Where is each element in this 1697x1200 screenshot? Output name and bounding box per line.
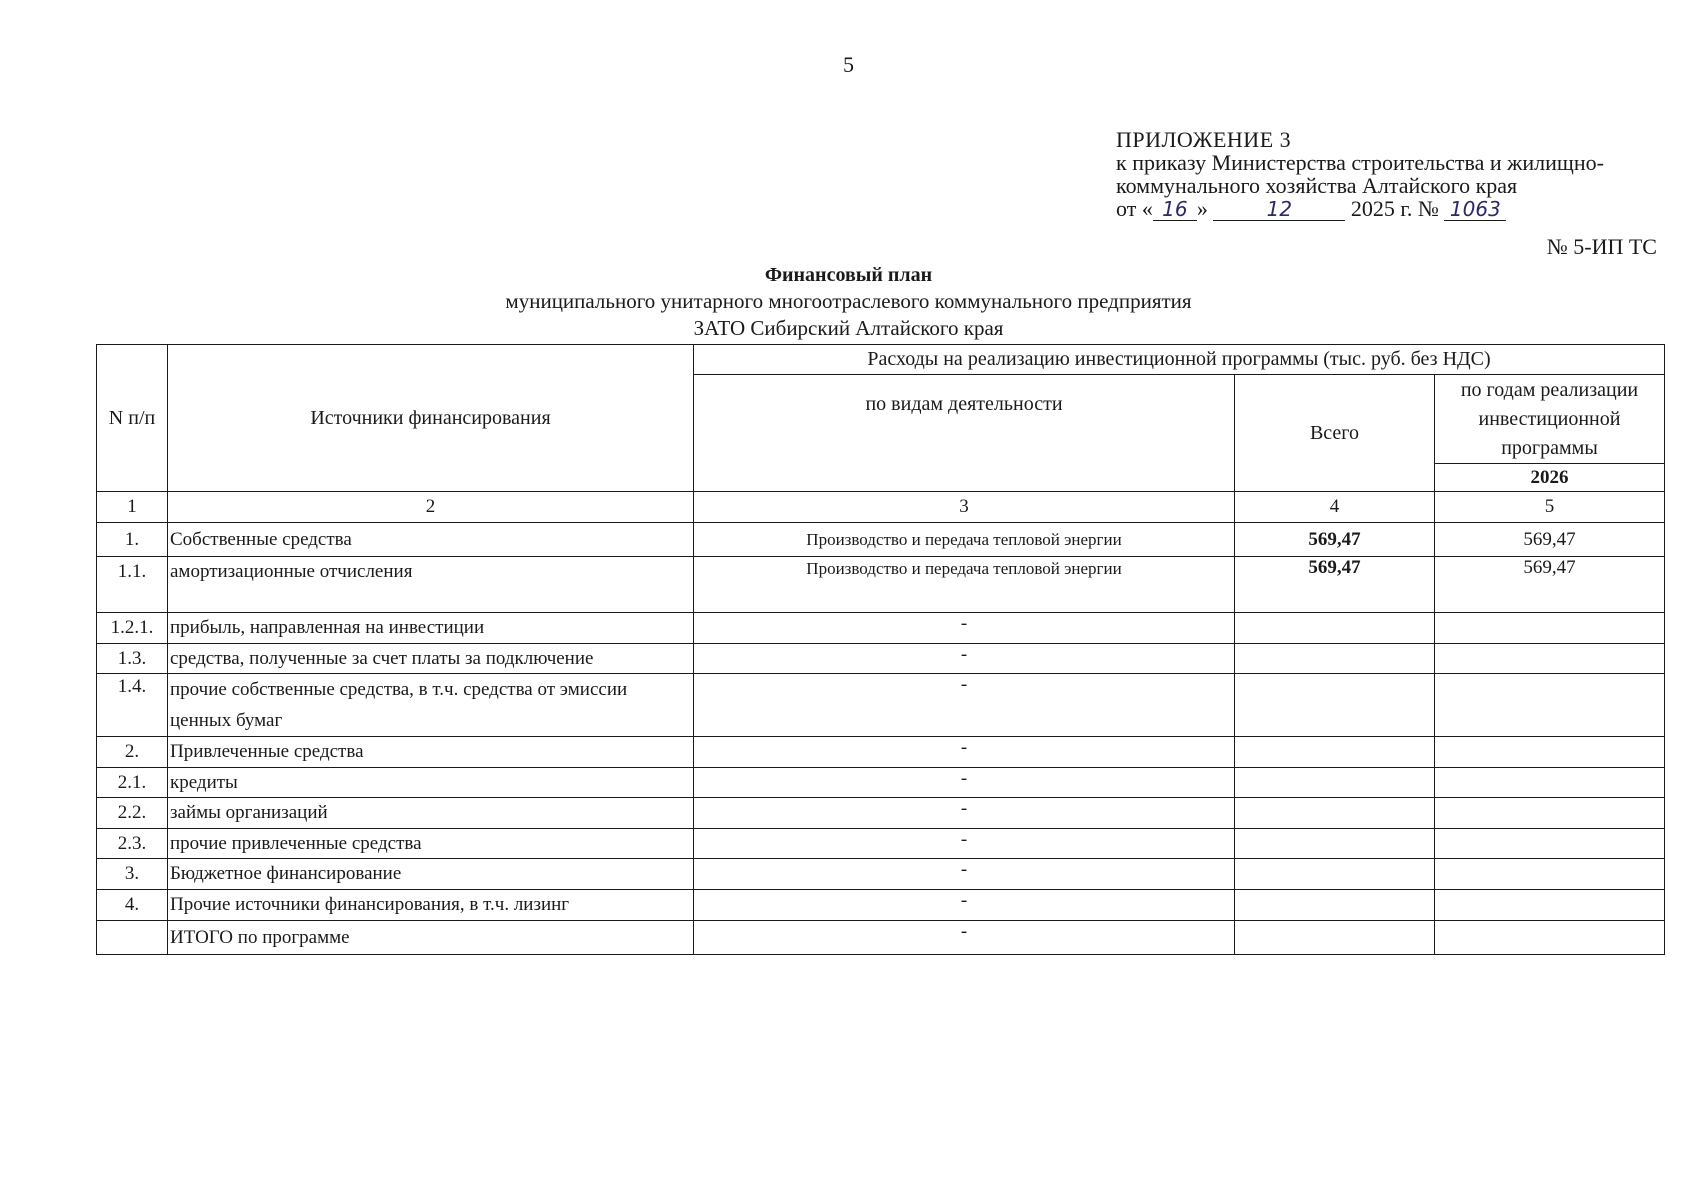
row-source: амортизационные отчисления <box>168 557 694 613</box>
row-activity: - <box>694 768 1235 798</box>
row-num: 1.4. <box>97 674 168 737</box>
row-total <box>1235 921 1435 955</box>
row-total <box>1235 798 1435 829</box>
row-total: 569,47 <box>1235 523 1435 557</box>
row-source: кредиты <box>168 768 694 798</box>
date-mid: » <box>1196 196 1208 221</box>
row-total <box>1235 613 1435 644</box>
header-total: Всего <box>1235 375 1435 492</box>
table-row <box>97 737 1665 768</box>
row-total <box>1235 768 1435 798</box>
handwritten-number: 1063 <box>1444 199 1506 221</box>
table-row <box>97 890 1665 921</box>
row-year-value <box>1435 829 1665 859</box>
row-total <box>1235 829 1435 859</box>
appendix-date-line <box>1116 197 1676 221</box>
header-year: 2026 <box>1435 464 1665 492</box>
column-number: 3 <box>694 492 1235 523</box>
row-year-value <box>1435 890 1665 921</box>
column-number: 2 <box>168 492 694 523</box>
row-year-value <box>1435 674 1665 737</box>
row-activity: - <box>694 798 1235 829</box>
row-source: прибыль, направленная на инвестиции <box>168 613 694 644</box>
row-num: 2.1. <box>97 768 168 798</box>
appendix-line-2: коммунального хозяйства Алтайского края <box>1116 173 1518 198</box>
row-year-value: 569,47 <box>1435 557 1665 613</box>
row-year-value <box>1435 737 1665 768</box>
row-num: 2.2. <box>97 798 168 829</box>
table-row <box>97 644 1665 674</box>
row-source: Привлеченные средства <box>168 737 694 768</box>
row-year-value: 569,47 <box>1435 523 1665 557</box>
row-year-value <box>1435 613 1665 644</box>
row-source: Собственные средства <box>168 523 694 557</box>
column-number: 4 <box>1235 492 1435 523</box>
row-activity: Производство и передача тепловой энергии <box>694 523 1235 557</box>
row-num: 1.1. <box>97 557 168 613</box>
header-expenses: Расходы на реализацию инвестиционной программы (тыс. руб. без НДС) <box>694 345 1665 375</box>
row-num: 2. <box>97 737 168 768</box>
column-number: 5 <box>1435 492 1665 523</box>
table-row <box>97 768 1665 798</box>
document-title: Финансовый план <box>764 264 933 286</box>
row-source: займы организаций <box>168 798 694 829</box>
page-number: 5 <box>843 52 854 77</box>
row-activity: - <box>694 674 1235 737</box>
row-year-value <box>1435 859 1665 890</box>
appendix-line-1: к приказу Министерства строительства и жилищно- <box>1116 150 1604 175</box>
header-by-years: по годам реализации инвестиционной программы <box>1435 375 1665 464</box>
row-num: 2.3. <box>97 829 168 859</box>
date-prefix: от « <box>1116 196 1153 221</box>
row-activity: - <box>694 737 1235 768</box>
header-source: Источники финансирования <box>168 345 694 492</box>
table-row-total <box>97 921 1665 955</box>
row-activity: - <box>694 613 1235 644</box>
column-numbers-row <box>97 492 1665 523</box>
row-total <box>1235 644 1435 674</box>
row-total <box>1235 890 1435 921</box>
row-year-value <box>1435 921 1665 955</box>
row-year-value <box>1435 768 1665 798</box>
row-activity: - <box>694 890 1235 921</box>
row-num: 1.2.1. <box>97 613 168 644</box>
financial-plan-table <box>96 344 1665 955</box>
row-num: 4. <box>97 890 168 921</box>
table-row <box>97 798 1665 829</box>
row-total <box>1235 859 1435 890</box>
handwritten-day: 16 <box>1153 199 1197 221</box>
row-year-value <box>1435 644 1665 674</box>
table-row <box>97 523 1665 557</box>
row-source: прочие собственные средства, в т.ч. средства от эмиссии ценных бумаг <box>168 674 694 737</box>
table-header <box>97 345 1665 523</box>
row-source: Прочие источники финансирования, в т.ч. лизинг <box>168 890 694 921</box>
row-num: 1. <box>97 523 168 557</box>
row-total <box>1235 737 1435 768</box>
row-activity: - <box>694 829 1235 859</box>
appendix-block <box>1116 128 1676 221</box>
row-total: 569,47 <box>1235 557 1435 613</box>
row-num: 3. <box>97 859 168 890</box>
table-row <box>97 557 1665 613</box>
header-num: N п/п <box>97 345 168 492</box>
row-source: прочие привлеченные средства <box>168 829 694 859</box>
row-source: средства, полученные за счет платы за подключение <box>168 644 694 674</box>
row-activity: Производство и передача тепловой энергии <box>694 557 1235 613</box>
appendix-title: ПРИЛОЖЕНИЕ 3 <box>1116 127 1292 152</box>
row-total <box>1235 674 1435 737</box>
table-row <box>97 674 1665 737</box>
document-subtitle-2: ЗАТО Сибирский Алтайского края <box>693 316 1004 340</box>
table-row <box>97 613 1665 644</box>
date-year: 2025 г. № <box>1350 196 1439 221</box>
row-activity: - <box>694 859 1235 890</box>
column-number: 1 <box>97 492 168 523</box>
document-code: № 5-ИП ТС <box>1546 234 1657 259</box>
header-by-activity: по видам деятельности <box>694 375 1235 492</box>
row-activity: - <box>694 921 1235 955</box>
row-activity: - <box>694 644 1235 674</box>
row-source: ИТОГО по программе <box>168 921 694 955</box>
row-source: Бюджетное финансирование <box>168 859 694 890</box>
document-subtitle-1: муниципального унитарного многоотраслевого коммунального предприятия <box>505 289 1192 313</box>
table-row <box>97 859 1665 890</box>
row-year-value <box>1435 798 1665 829</box>
table-row <box>97 829 1665 859</box>
handwritten-month: 12 <box>1213 199 1345 221</box>
table-body <box>97 523 1665 955</box>
row-num: 1.3. <box>97 644 168 674</box>
row-num <box>97 921 168 955</box>
